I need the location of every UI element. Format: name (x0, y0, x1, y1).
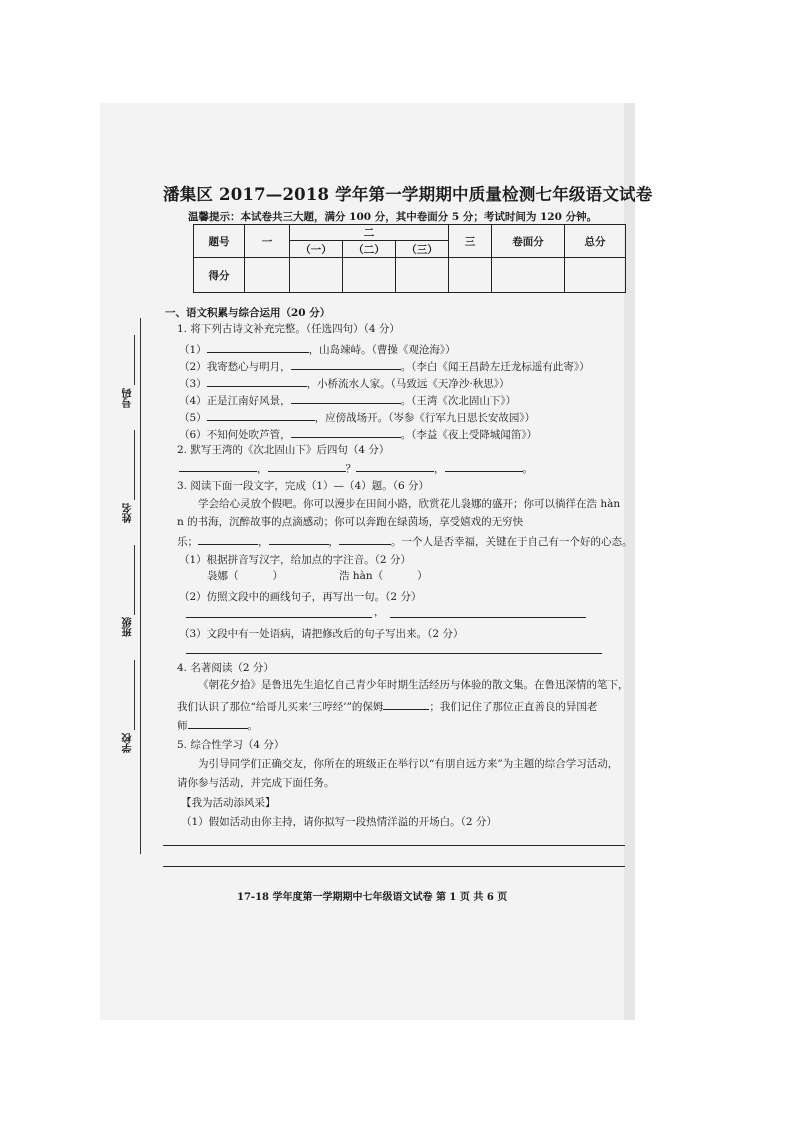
score-table-header: 一 (245, 225, 290, 258)
passage-text: 师 (177, 720, 188, 732)
fill-line (179, 460, 533, 476)
score-cell[interactable] (245, 258, 290, 293)
item-text: ，应傍战场开。（岑参《行军九日思长安故园》） (314, 412, 536, 424)
pinyin-label: 浩 hàn（ (339, 570, 384, 582)
side-label-class: 班级 (123, 617, 134, 637)
item-text: 。（李白《闻王昌龄左迁龙标遥有此寄》） (400, 361, 590, 373)
punct: 。 (522, 463, 533, 475)
passage-line: n 的书海，沉醉故事的点滴感动；你可以奔跑在绿茵场，享受嬉戏的无穷快 (177, 516, 524, 528)
item-text: ，小桥流水人家。（马致远《天净沙·秋思》） (306, 378, 510, 390)
answer-line-school[interactable] (134, 660, 135, 730)
fill-line (179, 375, 510, 391)
answer-blank[interactable] (291, 392, 401, 404)
item-text: 。（李益《夜上受降城闻笛》） (400, 429, 538, 441)
answer-line[interactable] (390, 617, 586, 618)
pinyin-item (207, 569, 283, 583)
score-row-label: 得分 (194, 258, 245, 293)
question-stem: 5. 综合性学习（4 分） (177, 739, 285, 751)
item-text: 。（王湾《次北固山下》） (400, 395, 517, 407)
answer-blank[interactable] (356, 460, 434, 472)
passage-text: 我们认识了那位“给哥儿买来‘三哼经’”的保姆 (177, 701, 384, 713)
page-footer: 17-18 学年度第一学期期中七年级语文试卷 第 1 页 共 6 页 (237, 892, 508, 903)
question-stem: 1. 将下列古诗文补充完整。（任选四句）（4 分） (177, 323, 400, 335)
fill-line (179, 358, 590, 374)
answer-line[interactable] (163, 866, 625, 867)
side-label-number: 号码 (123, 388, 134, 408)
pinyin-label: 袅娜（ (207, 570, 239, 582)
answer-blank[interactable] (207, 375, 307, 387)
pinyin-item (339, 569, 428, 583)
score-table-subheader: （一） (290, 241, 343, 258)
exam-title: 潘集区 2017—2018 学年第一学期期中质量检测七年级语文试卷 (163, 185, 653, 204)
passage-text: ；我们记住了那位正直善良的异国老 (429, 701, 598, 713)
fill-line (179, 392, 516, 408)
sub-question: （2）仿照文段中的画线句子，再写出一句。（2 分） (179, 591, 422, 603)
item-prefix: 不知何处吹芦管， (206, 429, 291, 441)
answer-blank[interactable] (269, 533, 329, 545)
answer-line[interactable] (186, 653, 602, 654)
punct: ， (434, 463, 445, 475)
item-number: （4） (179, 395, 207, 407)
score-table-header: 二 (290, 225, 449, 241)
passage-line (177, 698, 597, 714)
score-table-header: 卷面分 (492, 225, 565, 258)
answer-blank[interactable] (291, 358, 401, 370)
answer-blank[interactable] (179, 460, 257, 472)
question-stem: 4. 名著阅读（2 分） (177, 662, 274, 674)
answer-blank[interactable] (207, 409, 315, 421)
passage-line: 学会给心灵放个假吧。你可以漫步在田间小路，欣赏花儿袅娜的盛开；你可以徜徉在浩 hàn (198, 498, 621, 510)
pinyin-label: ） (272, 570, 283, 582)
score-table-header: 三 (449, 225, 492, 258)
passage-line: 为引导同学们正确交友，你所在的班级正在举行以“有朋自远方来”为主题的综合学习活动， (198, 758, 619, 770)
score-table (193, 224, 626, 293)
score-cell[interactable] (290, 258, 343, 293)
question-stem: 3. 阅读下面一段文字，完成（1）—（4）题。（6 分） (177, 480, 429, 492)
answer-blank[interactable] (198, 533, 258, 545)
sub-question: （3）文段中有一处语病，请把修改后的句子写出来。（2 分） (179, 628, 464, 640)
answer-line[interactable] (186, 617, 372, 618)
item-number: （1） (179, 344, 207, 356)
sub-question: （1）根据拼音写汉字，给加点的字注音。（2 分） (179, 554, 411, 566)
item-prefix: 我寄愁心与明月， (206, 361, 291, 373)
answer-line-name[interactable] (134, 430, 135, 500)
answer-blank[interactable] (188, 717, 248, 729)
score-table-header: 题号 (194, 225, 245, 258)
answer-blank[interactable] (207, 341, 309, 353)
answer-blank[interactable] (339, 533, 391, 545)
answer-blank[interactable] (445, 460, 523, 472)
punct: ， (374, 606, 385, 618)
score-cell[interactable] (343, 258, 396, 293)
answer-line[interactable] (163, 845, 625, 846)
answer-blank[interactable] (268, 460, 346, 472)
item-number: （2） (179, 361, 207, 373)
question-stem: 2. 默写王湾的《次北固山下》后四句（4 分） (177, 444, 390, 456)
score-table-header: 总分 (565, 225, 626, 258)
punct: ？ (345, 463, 356, 475)
answer-line-number[interactable] (134, 335, 135, 385)
section-title: 一、语文积累与综合运用（20 分） (165, 307, 331, 319)
score-cell[interactable] (396, 258, 449, 293)
score-table-subheader: （二） (343, 241, 396, 258)
answer-blank[interactable] (291, 426, 401, 438)
binding-line (140, 318, 141, 854)
sub-question: （1）假如活动由你主持，请你拟写一段热情洋溢的开场白。（2 分） (181, 816, 497, 828)
exam-notice: 温馨提示：本试卷共三大题，满分 100 分，其中卷面分 5 分；考试时间为 120 分钟。 (188, 211, 598, 223)
passage-line: 《朝花夕拾》是鲁迅先生追忆自己青少年时期生活经历与体验的散文集。在鲁迅深情的笔下， (198, 679, 629, 691)
side-label-name: 姓名 (123, 503, 134, 523)
passage-text: 。一个人是否幸福，关键在于自己有一个好的心态。 (391, 536, 633, 548)
passage-line: 请你参与活动，并完成下面任务。 (177, 777, 335, 789)
fill-line (179, 409, 535, 425)
fill-line (179, 426, 537, 442)
item-number: （5） (179, 412, 207, 424)
task-tag: 【我为活动添风采】 (181, 797, 276, 809)
score-table-subheader: （三） (396, 241, 449, 258)
answer-line-class[interactable] (134, 545, 135, 615)
score-cell[interactable] (449, 258, 492, 293)
answer-blank[interactable] (383, 698, 429, 710)
item-number: （6） (179, 429, 207, 441)
score-cell[interactable] (565, 258, 626, 293)
item-number: （3） (179, 378, 207, 390)
passage-text: 乐； (177, 536, 198, 548)
passage-line: 师 。 (177, 717, 258, 733)
item-text: ，山岛竦峙。（曹操《观沧海》） (308, 344, 456, 356)
item-prefix: 正是江南好风景， (206, 395, 291, 407)
fill-line (179, 341, 456, 357)
passage-line: 乐； ， ， 。一个人是否幸福，关键在于自己有一个好的心态。 (177, 533, 633, 549)
pinyin-label: ） (417, 570, 428, 582)
punct: ， (257, 463, 268, 475)
score-cell[interactable] (492, 258, 565, 293)
side-label-school: 学校 (123, 733, 134, 753)
